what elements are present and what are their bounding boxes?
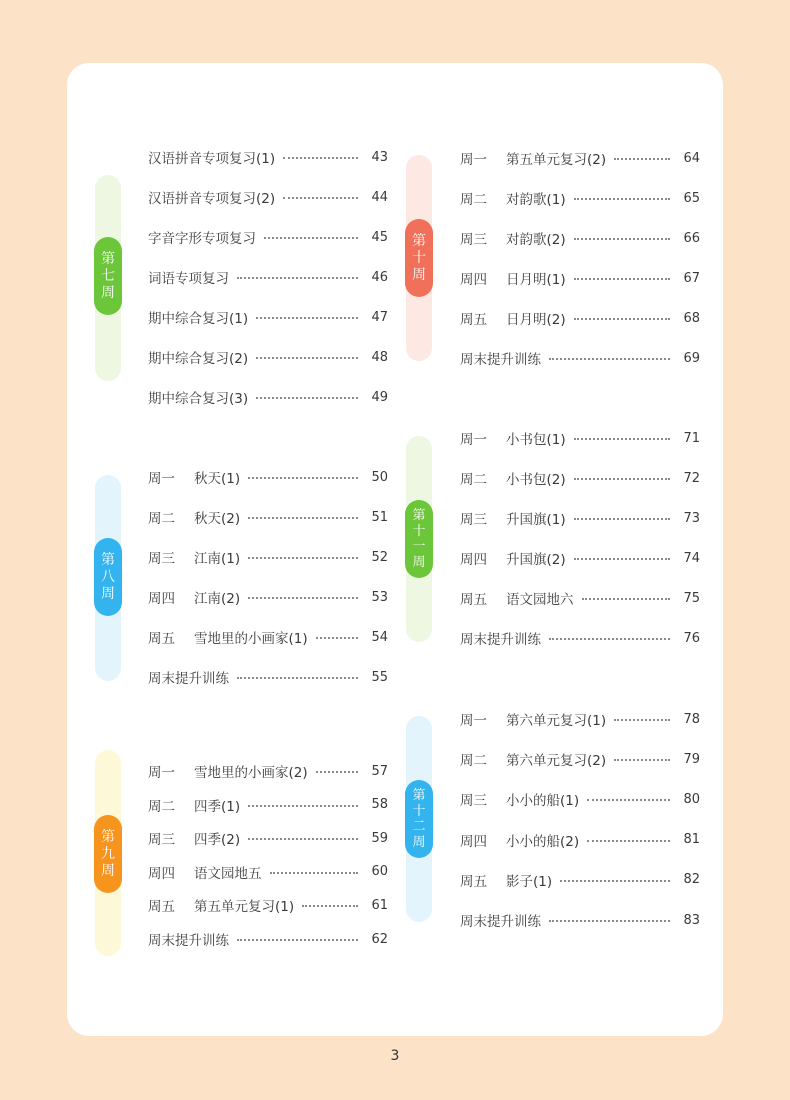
dot-leader <box>248 517 358 519</box>
entry-day: 周二 <box>148 798 175 815</box>
entry-page-number: 45 <box>371 229 388 245</box>
entry-day: 周四 <box>148 591 175 607</box>
dot-leader <box>248 838 358 840</box>
entry-day: 周五 <box>148 631 175 647</box>
entry-day: 周二 <box>148 511 175 527</box>
entry-title: 周末提升训练 <box>460 632 541 648</box>
dot-leader <box>574 278 670 280</box>
dot-leader <box>237 277 358 279</box>
entry-title: 词语专项复习 <box>148 271 229 287</box>
week-label-char: 第 <box>101 551 115 568</box>
week-label-badge <box>405 500 433 578</box>
week-label-char: 十 <box>412 249 426 266</box>
entry-title: 周末提升训练 <box>460 914 541 930</box>
entry-page-number: 67 <box>683 270 700 286</box>
entry-title: 影子(1) <box>506 873 553 890</box>
week-label-char: 二 <box>412 819 426 834</box>
entry-page-number: 50 <box>371 469 388 485</box>
entry-page-number: 54 <box>371 629 388 645</box>
toc-entry[interactable] <box>460 147 700 169</box>
entry-title: 日月明(1) <box>506 272 566 288</box>
dot-leader <box>574 438 670 440</box>
dot-leader <box>582 598 671 600</box>
entry-page-number: 82 <box>683 872 700 888</box>
toc-entry[interactable] <box>148 894 388 916</box>
entry-title: 升国旗(2) <box>506 552 566 568</box>
toc-entry[interactable] <box>148 928 388 950</box>
entry-day: 周五 <box>460 873 487 890</box>
dot-leader <box>248 597 358 599</box>
entry-title: 小书包(2) <box>506 472 566 488</box>
entry-day: 周四 <box>148 865 175 882</box>
entry-title: 对韵歌(2) <box>506 232 566 248</box>
entry-page-number: 47 <box>371 309 388 325</box>
toc-entry[interactable] <box>148 827 388 849</box>
week-label-char: 一 <box>412 539 426 554</box>
dot-leader <box>256 317 358 319</box>
dot-leader <box>283 157 358 159</box>
toc-entry[interactable] <box>460 748 700 770</box>
dot-leader <box>574 518 670 520</box>
week-label-badge <box>405 219 433 297</box>
dot-leader <box>248 477 358 479</box>
dot-leader <box>574 198 670 200</box>
dot-leader <box>560 880 670 882</box>
entry-day: 周三 <box>460 512 487 528</box>
entry-title: 四季(1) <box>194 798 241 815</box>
entry-page-number: 59 <box>371 830 388 846</box>
entry-day: 周一 <box>148 765 175 781</box>
entry-title: 小小的船(2) <box>506 833 580 850</box>
entry-day: 周三 <box>460 793 487 810</box>
page-number: 3 <box>390 1048 400 1064</box>
week-label-char: 周 <box>412 266 426 283</box>
toc-entry[interactable] <box>148 346 388 368</box>
week-label-char: 七 <box>101 267 115 284</box>
dot-leader <box>574 558 670 560</box>
entry-day: 周五 <box>460 592 487 608</box>
dot-leader <box>256 397 358 399</box>
entry-page-number: 69 <box>683 350 700 366</box>
entry-title: 第六单元复习(1) <box>506 713 607 729</box>
toc-entry[interactable] <box>148 266 388 288</box>
entry-page-number: 78 <box>683 711 700 727</box>
entry-day: 周四 <box>460 552 487 568</box>
week-label-badge <box>405 780 433 858</box>
entry-page-number: 65 <box>683 190 700 206</box>
week-label-char: 十 <box>412 803 426 819</box>
week-label-char: 第 <box>101 250 115 267</box>
dot-leader <box>248 557 358 559</box>
entry-day: 周五 <box>148 899 175 916</box>
dot-leader <box>248 805 358 807</box>
entry-day: 周三 <box>148 832 175 849</box>
dot-leader <box>574 318 670 320</box>
week-label-badge <box>94 538 122 616</box>
toc-entry[interactable] <box>148 506 388 528</box>
toc-entry[interactable] <box>460 307 700 329</box>
entry-day: 周三 <box>148 551 175 567</box>
toc-entry[interactable] <box>148 226 388 248</box>
week-label-char: 周 <box>101 585 115 602</box>
entry-day: 周四 <box>460 833 487 850</box>
week-label-char: 第 <box>412 788 426 803</box>
entry-title: 江南(1) <box>194 551 241 567</box>
entry-day: 周二 <box>460 192 487 208</box>
entry-page-number: 44 <box>371 189 388 205</box>
entry-title: 第六单元复习(2) <box>506 753 607 770</box>
dot-leader <box>549 920 670 922</box>
week-label-badge <box>94 815 122 893</box>
entry-title: 秋天(1) <box>194 471 241 487</box>
entry-title: 语文园地五 <box>194 865 262 882</box>
week-label-char: 周 <box>412 554 426 570</box>
week-label-char: 第 <box>412 232 426 249</box>
dot-leader <box>316 637 358 639</box>
entry-title: 第五单元复习(2) <box>506 152 607 168</box>
entry-page-number: 71 <box>683 430 700 446</box>
entry-title: 第五单元复习(1) <box>194 899 295 916</box>
toc-entry[interactable] <box>460 788 700 810</box>
toc-entry[interactable] <box>148 466 388 488</box>
dot-leader <box>587 840 670 842</box>
week-label-char: 第 <box>101 828 115 845</box>
week-label-char: 周 <box>412 834 426 850</box>
toc-entry[interactable] <box>148 626 388 648</box>
entry-title: 期中综合复习(3) <box>148 391 249 407</box>
entry-title: 周末提升训练 <box>148 933 229 949</box>
entry-page-number: 83 <box>683 912 700 928</box>
entry-page-number: 51 <box>371 509 388 525</box>
dot-leader <box>614 158 670 160</box>
dot-leader <box>614 759 670 761</box>
entry-title: 小书包(1) <box>506 432 566 448</box>
toc-entry[interactable] <box>460 708 700 730</box>
dot-leader <box>549 638 670 640</box>
entry-day: 周二 <box>460 753 487 770</box>
entry-page-number: 72 <box>683 470 700 486</box>
toc-entry[interactable] <box>148 186 388 208</box>
dot-leader <box>237 939 358 941</box>
entry-page-number: 43 <box>371 149 388 165</box>
dot-leader <box>316 771 358 773</box>
entry-page-number: 57 <box>371 763 388 779</box>
entry-day: 周一 <box>460 432 487 448</box>
toc-entry[interactable] <box>460 909 700 931</box>
toc-entry[interactable] <box>460 627 700 649</box>
entry-title: 四季(2) <box>194 832 241 849</box>
entry-title: 汉语拼音专项复习(2) <box>148 191 276 207</box>
entry-page-number: 61 <box>371 897 388 913</box>
toc-entry[interactable] <box>460 427 700 449</box>
entry-title: 字音字形专项复习 <box>148 231 256 247</box>
entry-page-number: 66 <box>683 230 700 246</box>
entry-page-number: 75 <box>683 590 700 606</box>
entry-day: 周五 <box>460 312 487 328</box>
entry-page-number: 76 <box>683 630 700 646</box>
toc-entry[interactable] <box>460 267 700 289</box>
entry-title: 雪地里的小画家(2) <box>194 765 308 781</box>
week-label-char: 八 <box>101 568 115 585</box>
entry-page-number: 52 <box>371 549 388 565</box>
dot-leader <box>614 719 670 721</box>
entry-title: 语文园地六 <box>506 592 574 608</box>
entry-page-number: 68 <box>683 310 700 326</box>
entry-page-number: 49 <box>371 389 388 405</box>
entry-day: 周一 <box>460 713 487 729</box>
entry-title: 江南(2) <box>194 591 241 607</box>
entry-page-number: 55 <box>371 669 388 685</box>
entry-title: 汉语拼音专项复习(1) <box>148 151 276 167</box>
dot-leader <box>256 357 358 359</box>
entry-page-number: 60 <box>371 864 388 880</box>
entry-title: 秋天(2) <box>194 511 241 527</box>
entry-day: 周一 <box>148 471 175 487</box>
entry-title: 雪地里的小画家(1) <box>194 631 308 647</box>
toc-entry[interactable] <box>460 467 700 489</box>
entry-page-number: 53 <box>371 589 388 605</box>
entry-title: 周末提升训练 <box>460 352 541 368</box>
toc-entry[interactable] <box>460 587 700 609</box>
entry-day: 周一 <box>460 152 487 168</box>
toc-entry[interactable] <box>460 829 700 851</box>
entry-page-number: 80 <box>683 791 700 807</box>
dot-leader <box>283 197 358 199</box>
week-label-char: 九 <box>101 845 115 862</box>
week-label-char: 周 <box>101 284 115 301</box>
entry-page-number: 48 <box>371 349 388 365</box>
toc-entry[interactable] <box>460 187 700 209</box>
toc-entry[interactable] <box>460 869 700 891</box>
toc-entry[interactable] <box>148 861 388 883</box>
entry-page-number: 62 <box>371 931 388 947</box>
entry-page-number: 58 <box>371 797 388 813</box>
toc-entry[interactable] <box>148 794 388 816</box>
entry-day: 周三 <box>460 232 487 248</box>
toc-entry[interactable] <box>460 507 700 529</box>
dot-leader <box>237 677 358 679</box>
week-label-char: 周 <box>101 862 115 879</box>
toc-entry[interactable] <box>460 547 700 569</box>
entry-title: 周末提升训练 <box>148 671 229 687</box>
dot-leader <box>302 905 358 907</box>
dot-leader <box>264 237 358 239</box>
toc-entry[interactable] <box>148 386 388 408</box>
dot-leader <box>270 872 359 874</box>
toc-entry[interactable] <box>148 760 388 782</box>
dot-leader <box>549 358 670 360</box>
entry-page-number: 81 <box>683 832 700 848</box>
entry-title: 日月明(2) <box>506 312 566 328</box>
entry-page-number: 73 <box>683 510 700 526</box>
entry-title: 升国旗(1) <box>506 512 566 528</box>
entry-page-number: 79 <box>683 751 700 767</box>
toc-entry[interactable] <box>148 666 388 688</box>
entry-title: 期中综合复习(1) <box>148 311 249 327</box>
toc-entry[interactable] <box>148 306 388 328</box>
entry-page-number: 64 <box>683 150 700 166</box>
entry-title: 小小的船(1) <box>506 793 580 810</box>
dot-leader <box>574 478 670 480</box>
week-label-char: 第 <box>412 508 426 523</box>
entry-title: 对韵歌(1) <box>506 192 566 208</box>
dot-leader <box>574 238 670 240</box>
dot-leader <box>587 799 670 801</box>
entry-page-number: 74 <box>683 550 700 566</box>
toc-entry[interactable] <box>148 146 388 168</box>
entry-day: 周二 <box>460 472 487 488</box>
entry-day: 周四 <box>460 272 487 288</box>
toc-entry[interactable] <box>148 586 388 608</box>
toc-entry[interactable] <box>460 227 700 249</box>
entry-title: 期中综合复习(2) <box>148 351 249 367</box>
week-label-badge <box>94 237 122 315</box>
toc-entry[interactable] <box>148 546 388 568</box>
entry-page-number: 46 <box>371 269 388 285</box>
week-label-char: 十 <box>412 523 426 539</box>
toc-entry[interactable] <box>460 347 700 369</box>
